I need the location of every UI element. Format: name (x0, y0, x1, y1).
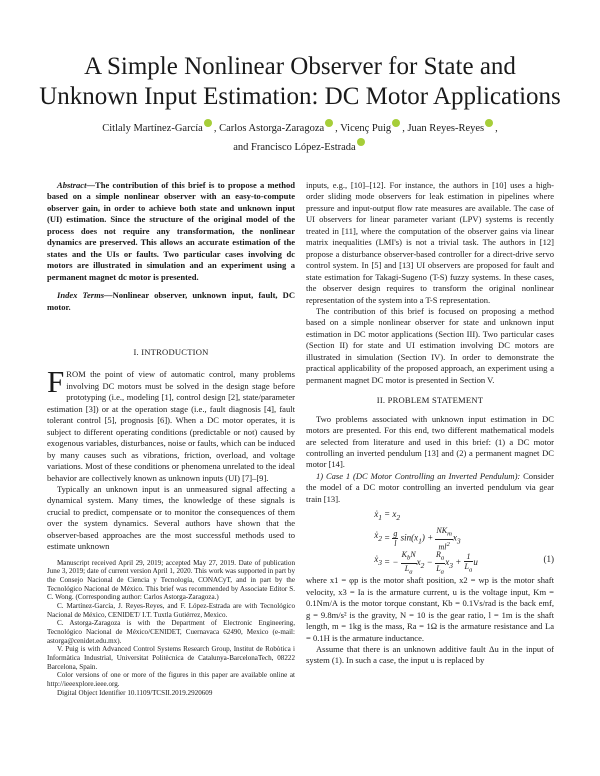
orcid-icon[interactable] (357, 138, 365, 146)
case-1-paragraph (306, 471, 554, 505)
orcid-icon[interactable] (485, 119, 493, 127)
equation-1 (306, 505, 554, 575)
authors-line-1: Citlaly Martínez-García , Carlos Astorga-Zaragoza , Vicenç Puig , Juan Reyes-Reyes , (30, 119, 570, 138)
section-heading-problem-statement: II. PROBLEM STATEMENT (376, 395, 484, 406)
right-paragraph-2: The contribution of this brief is focused on proposing a method based on a simple nonlinear observer for state and unknown input estimation in DC motor applications (Section III). Two particular cases (Section II) for state and UI estimation involving DC motors are illustrated in simulation (Section IV). In order to demonstrate the practical applicability of the proposed approach, an experiment using a permanent magnet DC motor is presented in Section V. (306, 305, 554, 385)
author-name: Juan Reyes-Reyes (407, 123, 485, 134)
abstract (47, 180, 295, 283)
equation-line: ẋ$_2$ = $\frac{g}{l}$ $\sin(x_1)$ + $\frac{NK_m}{ml^2}$ $x_3$ (374, 526, 461, 552)
index-terms-text: Nonlinear observer, unknown input, fault, DC motor. (47, 290, 295, 312)
orcid-icon[interactable] (325, 119, 333, 127)
right-column (306, 180, 554, 667)
footnote: V. Puig is with Advanced Control Systems Research Group, Institut de Robòtica i Informàtica Industrial, Universitat Politècnica de Catalunya-BarcelonaTech, 08222 Barcelona, Spain. (47, 645, 295, 671)
left-column (47, 180, 295, 697)
right-paragraph-1: inputs, e.g., [10]–[12]. For instance, the authors in [10] uses a high-order sliding mode observers for leak estimation in pipelines where pressure and input-output flow rate measures are available. The case of UI observers for linear parameter variant (LPV) systems is recently treated in [11], where the computation of the observer gains via linear matrix inequalities (LMI's) is not a trivial task. The authors in [12] propose a disturbance observer-based controller for a direct-drive servo control system. In [5] and [13] UI observers are proposed for fault and state estimation for Takagi-Sugeno (T-S) fuzzy systems. In these cases, the observer design requires to transform the original nonlinear representation of the system into a T-S representation. (306, 180, 554, 305)
intro-paragraph-1 (47, 364, 295, 484)
footnote: Color versions of one or more of the figures in this paper are available online at http://ieeexplore.ieee.org. (47, 671, 295, 688)
orcid-icon[interactable] (204, 119, 212, 127)
equation-line: ẋ$_3$ = − $\frac{K_bN}{L_a}$ $x_2$ − $\frac{R_a}{L_a}$ $x_3$ + $\frac{1}{L_a}$ u (1) (374, 550, 554, 576)
title-line-2: Unknown Input Estimation: DC Motor Applications (39, 83, 561, 110)
footnote-doi: Digital Object Identifier 10.1109/TCSII.2019.2920609 (57, 688, 213, 697)
title-line-1: A Simple Nonlinear Observer for State and (84, 53, 516, 80)
authors-line-2 (30, 138, 570, 157)
orcid-icon[interactable] (392, 119, 400, 127)
footnote: C. Martínez-García, J. Reyes-Reyes, and F. López-Estrada are with Tecnológico Nacional de México, CENIDET/ I.T. Tuxtla Gutiérrez, Mexico. (47, 601, 295, 619)
equation-line: ẋ$_1$ = $x_2$ (374, 509, 401, 523)
author-name: Carlos Astorga-Zaragoza (219, 123, 325, 134)
case-1-text: Consider the model of a DC motor controlling an inverted pendulum via gear train [13]. (306, 470, 554, 504)
intro-paragraph-1-text: ROM the point of view of automatic control, many problems involving DC motors must be solved in the design stage before prototyping (i.e., modeling [1], control design [2], state/parameter estimation [3]) or at the operation stage (i.e., fault diagnosis [4], fault tolerant control [5], prognosis [6]). When a DC motor operates, it is subject to different operating conditions (predictable or not) caused by exogenous variables, disturbances, noise or faults, which can be induced by many causes such as vibrations, friction, overload, and voltage variations. Most of these conditions or phenomena unrelated to the ideal behavior are collectively known as unknown inputs (UI) [7]–[9]. (47, 369, 295, 483)
problem-paragraph: Two problems associated with unknown input estimation in DC motors are presented. For this end, two different mathematical models are selected from literature and used in this brief: (1) a DC motor controlling an inverted pendulum [13] and (2) a permanent magnet DC motor [14]. (306, 413, 554, 470)
paper-title (20, 52, 580, 112)
author-name: and Francisco López-Estrada (233, 142, 356, 153)
variables-paragraph: where x1 = φp is the motor shaft position, x2 = wp is the motor shaft velocity, x3 = Ia is the armature current, u is the voltage input, Km = 0.1Nm/A is the motor torque constant, Kb = 0.1Vs/rad is the back emf, g = 9.8m/s² is the gravity, N = 10 is the gear ratio, l = 1m is the shaft length, m = 1kg is the mass, Ra = 1Ω is the armature resistance and La = 0.1H is the armature inductance. (306, 575, 554, 643)
index-terms-label: Index Terms— (57, 290, 113, 301)
fault-paragraph: Assume that there is an unknown additive fault Δu in the input of system (1). In such a case, the input u is replaced by (306, 643, 554, 666)
footnote: C. Astorga-Zaragoza is with the Department of Electronic Engineering, Tecnológico Nacional de México/CENIDET, Cuernavaca 62490, Mexico (e-mail: astorga@cenidet.edu.mx). (47, 619, 295, 645)
abstract-label: Abstract— (57, 180, 95, 190)
author-name: Citlaly Martínez-García (102, 123, 203, 134)
author-list (30, 119, 570, 157)
abstract-text: The contribution of this brief is to propose a method based on a simple nonlinear observer with an easy-to-compute observer gain, in order to achieve both state and unknown input (UI) estimation. Since the structure of the original model of the process does not require any transformation, the nonlinear dynamics are preserved. This allows an accurate estimation of the states and the UIs or faults. Two particular cases involving dc motors are illustrated in simulation and an experiment using a permanent magnet dc motor is presented. (47, 180, 295, 282)
author-name: Vicenç Puig (340, 123, 392, 134)
footnotes (47, 559, 295, 698)
section-heading-introduction: I. INTRODUCTION (133, 346, 209, 357)
index-terms (47, 290, 295, 313)
equation-number: (1) (543, 554, 554, 565)
case-1-label: 1) Case 1 (DC Motor Controlling an Inverted Pendulum): (316, 470, 521, 481)
footnote: Manuscript received April 29, 2019; accepted May 27, 2019. Date of publication June 3, 2019; date of current version April 1, 2020. This work was supported in part by the Consejo Nacional de Ciencia y Tecnología, CONACyT, and in part by the Tecnológico Nacional de México. This brief was recommended by Associate Editor S. C. Wong. (Corresponding author: Carlos Astorga-Zaragoza.) (47, 558, 295, 602)
drop-cap: F (47, 364, 65, 400)
intro-paragraph-2: Typically an unknown input is an unmeasured signal affecting a dynamical system. Many times, the knowledge of these signals is crucial to predict, compensate or to monitor the consequences of them over the system dynamics. Several authors have shown that the observer-based approaches are the most successful methods used to estimate unknown (47, 483, 295, 552)
